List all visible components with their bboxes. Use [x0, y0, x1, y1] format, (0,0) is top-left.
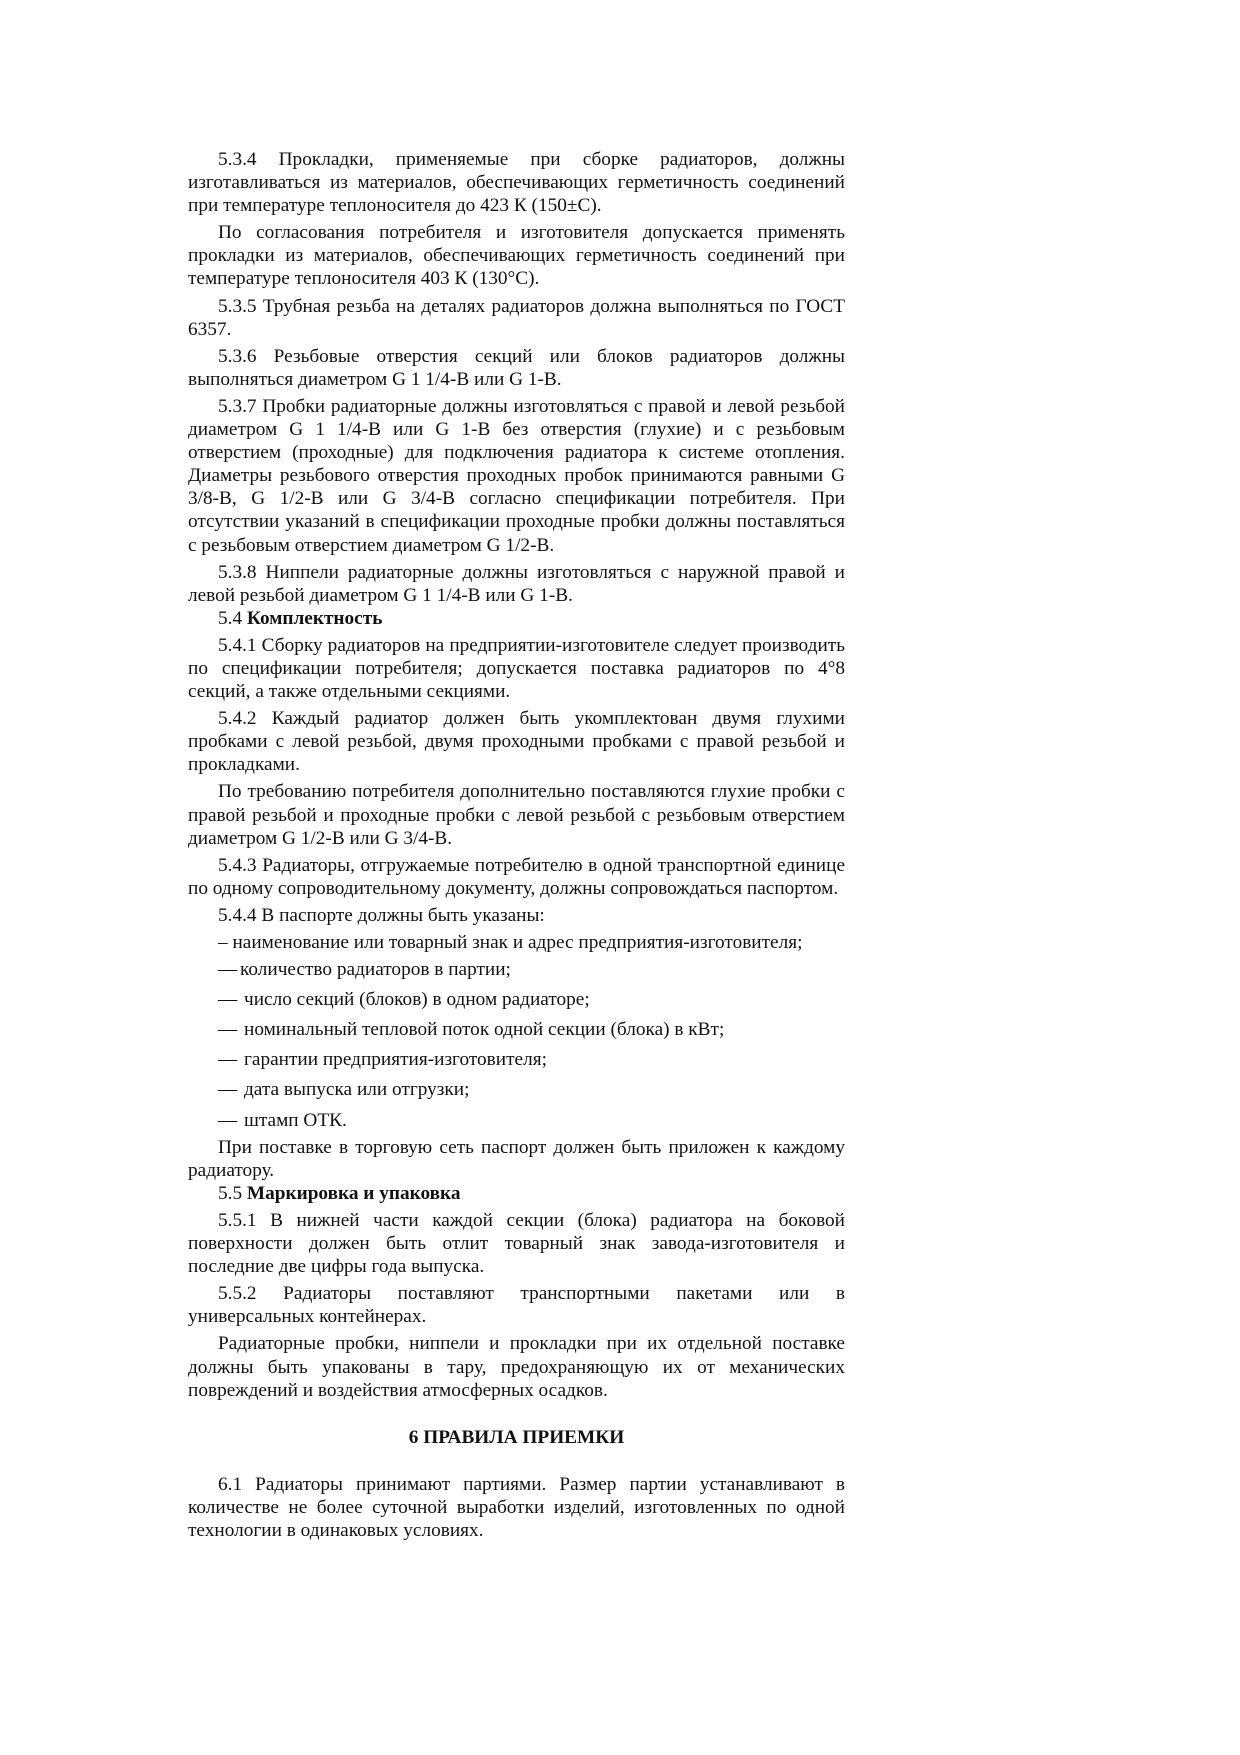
- list-dash: —: [218, 1079, 238, 1101]
- list-dash: —: [218, 1019, 238, 1041]
- list-item: [188, 1018, 845, 1041]
- list-dash: —: [218, 989, 238, 1011]
- list-dash: —: [218, 1109, 238, 1131]
- paragraph-5-5-2-note: Радиаторные пробки, ниппели и прокладки при их отдельной поставке должны быть упакованы в тару, предохраняющую их от механических повреждений и воздействия атмосферных осадков.: [188, 1333, 845, 1401]
- list-dash: —: [218, 1049, 238, 1071]
- section-title: Маркировка и упаковка: [246, 1182, 461, 1204]
- document-page: [188, 148, 845, 1542]
- list-item-text: штамп ОТК.: [244, 1109, 347, 1131]
- list-item: [188, 1048, 845, 1071]
- list-item-text: дата выпуска или отгрузки;: [244, 1079, 470, 1101]
- paragraph-5-4-1: 5.4.1 Сборку радиаторов на предприятии-изготовителе следует производить по спецификации потребителя; допускается поставка радиаторов по 4°8 секций, а также отдельными секциями.: [188, 634, 845, 703]
- section-title: Комплектность: [246, 607, 383, 629]
- paragraph-5-3-4: 5.3.4 Прокладки, применяемые при сборке радиаторов, должны изготавливаться из материалов, обеспечивающих герметичность соединений при температуре теплоносителя до 423 К (150±С).: [188, 149, 845, 217]
- paragraph-5-3-4-note: По согласования потребителя и изготовителя допускается применять прокладки из материалов, обеспечивающих герметичность соединений при температуре теплоносителя 403 К (130°С).: [188, 222, 845, 290]
- section-5-4-heading: [188, 607, 845, 630]
- list-item-text: количество радиаторов в партии;: [240, 959, 511, 981]
- list-item-text: число секций (блоков) в одном радиаторе;: [244, 989, 590, 1011]
- section-number: 5.5: [218, 1182, 247, 1204]
- list-dash: —: [218, 959, 238, 981]
- list-item-text: номинальный тепловой поток одной секции (блока) в кВт;: [244, 1019, 725, 1041]
- section-number: 5.4: [218, 607, 247, 629]
- paragraph-5-3-8: 5.3.8 Ниппели радиаторные должны изготовляться с наружной правой и левой резьбой диаметром G 1 1/4-В или G 1-В.: [188, 561, 845, 606]
- section-6-heading: 6 ПРАВИЛА ПРИЕМКИ: [408, 1426, 625, 1448]
- paragraph-5-3-7: 5.3.7 Пробки радиаторные должны изготовляться с правой и левой резьбой диаметром G 1 1/4-В или G 1-В без отверстия (глухие) и с резьбовым отверстием (проходные) для подключения радиатора к системе отопления. Диаметры резьбового отверстия проходных пробок принимаются равными G 3/8-В, G 1/2-В или G 3/4-В согласно спецификации потребителя. При отсутствии указаний в спецификации проходные пробки должны поставляться с резьбовым отверстием диаметром G 1/2-В.: [188, 395, 845, 556]
- list-item: [188, 1078, 845, 1101]
- list-item: [188, 988, 845, 1011]
- paragraph-5-3-6: 5.3.6 Резьбовые отверстия секций или блоков радиаторов должны выполняться диаметром G 1 1/4-В или G 1-В.: [188, 345, 845, 390]
- list-item: [188, 958, 845, 981]
- paragraph-5-4-3: 5.4.3 Радиаторы, отгружаемые потребителю в одной транспортной единице по одному сопроводительному документу, должны сопровождаться паспортом.: [188, 854, 845, 899]
- paragraph-5-4-4: 5.4.4 В паспорте должны быть указаны:: [218, 904, 545, 926]
- section-5-5-heading: [188, 1182, 845, 1205]
- paragraph-5-4-4-note: При поставке в торговую сеть паспорт должен быть приложен к каждому радиатору.: [188, 1136, 845, 1181]
- paragraph-5-4-2-note: По требованию потребителя дополнительно поставляются глухие пробки с правой резьбой и проходные пробки с левой резьбой с резьбовым отверстием диаметром G 1/2-В или G 3/4-В.: [188, 781, 845, 849]
- paragraph-6-1: 6.1 Радиаторы принимают партиями. Размер партии устанавливают в количестве не более суточной выработки изделий, изготовленных по одной технологии в одинаковых условиях.: [188, 1473, 845, 1541]
- paragraph-5-5-1: 5.5.1 В нижней части каждой секции (блока) радиатора на боковой поверхности должен быть отлит товарный знак завода-изготовителя и последние две цифры года выпуска.: [188, 1209, 845, 1278]
- list-item: [188, 1109, 845, 1132]
- paragraph-5-3-5: 5.3.5 Трубная резьба на деталях радиаторов должна выполняться по ГОСТ 6357.: [188, 295, 845, 340]
- paragraph-5-5-2: 5.5.2 Радиаторы поставляют транспортными пакетами или в универсальных контейнерах.: [188, 1283, 845, 1328]
- list-item-text: гарантии предприятия-изготовителя;: [244, 1049, 547, 1071]
- paragraph-5-4-2: 5.4.2 Каждый радиатор должен быть укомплектован двумя глухими пробками с левой резьбой, двумя проходными пробками с правой резьбой и прокладками.: [188, 708, 845, 776]
- passport-list: [188, 958, 845, 1132]
- passport-item-manufacturer: – наименование или товарный знак и адрес предприятия-изготовителя;: [218, 932, 803, 953]
